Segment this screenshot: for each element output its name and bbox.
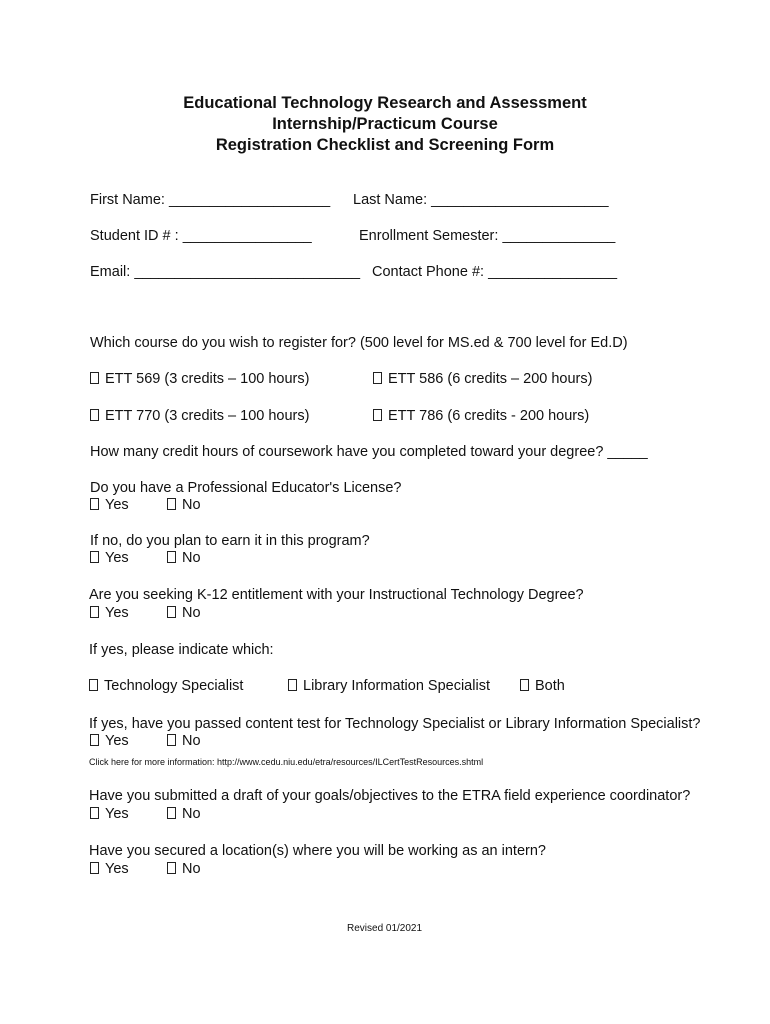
plan-question: If no, do you plan to earn it in this program? bbox=[90, 533, 370, 549]
student-id-field[interactable]: Student ID # : ________________ bbox=[90, 228, 312, 244]
no-label: No bbox=[182, 806, 201, 822]
indicate-question: If yes, please indicate which: bbox=[89, 642, 274, 658]
both-label: Both bbox=[535, 678, 565, 694]
more-info-link[interactable]: Click here for more information: http://www.cedu.niu.edu/etra/resources/ILCertTestResources.shtml bbox=[89, 757, 484, 767]
checkbox-content-test-yes[interactable] bbox=[90, 734, 99, 746]
yes-label: Yes bbox=[105, 806, 129, 822]
email-field[interactable]: Email: ____________________________ bbox=[90, 264, 361, 280]
checkbox-plan-yes[interactable] bbox=[90, 551, 99, 563]
checkbox-library-specialist[interactable] bbox=[288, 679, 297, 691]
k12-no[interactable] bbox=[167, 605, 201, 621]
option-ett586[interactable] bbox=[373, 371, 592, 387]
no-label: No bbox=[182, 550, 201, 566]
yes-label: Yes bbox=[105, 550, 129, 566]
option-ett569[interactable] bbox=[90, 371, 309, 387]
credit-hours-question[interactable]: How many credit hours of coursework have you completed toward your degree? _____ bbox=[90, 444, 648, 460]
technology-specialist-label: Technology Specialist bbox=[104, 678, 244, 694]
checkbox-both[interactable] bbox=[520, 679, 529, 691]
license-no[interactable] bbox=[167, 497, 201, 513]
checkbox-location-yes[interactable] bbox=[90, 862, 99, 874]
option-ett786[interactable] bbox=[373, 408, 589, 424]
no-label: No bbox=[182, 497, 201, 513]
ett770-label: ETT 770 (3 credits – 100 hours) bbox=[105, 408, 310, 424]
option-ett770[interactable] bbox=[90, 408, 309, 424]
checkbox-goals-no[interactable] bbox=[167, 807, 176, 819]
no-label: No bbox=[182, 605, 201, 621]
checkbox-k12-yes[interactable] bbox=[90, 606, 99, 618]
location-no[interactable] bbox=[167, 861, 201, 877]
ett786-label: ETT 786 (6 credits - 200 hours) bbox=[388, 408, 590, 424]
goals-no[interactable] bbox=[167, 806, 201, 822]
location-yes[interactable] bbox=[90, 861, 129, 877]
k12-question: Are you seeking K-12 entitlement with your Instructional Technology Degree? bbox=[89, 587, 584, 603]
checkbox-location-no[interactable] bbox=[167, 862, 176, 874]
course-question: Which course do you wish to register for? (500 level for MS.ed & 700 level for Ed.D) bbox=[90, 335, 628, 351]
checkbox-license-no[interactable] bbox=[167, 498, 176, 510]
content-test-no[interactable] bbox=[167, 733, 201, 749]
license-question: Do you have a Professional Educator's License? bbox=[90, 480, 402, 496]
last-name-field[interactable]: Last Name: ______________________ bbox=[353, 192, 609, 208]
k12-yes[interactable] bbox=[90, 605, 129, 621]
ett586-label: ETT 586 (6 credits – 200 hours) bbox=[388, 371, 593, 387]
checkbox-goals-yes[interactable] bbox=[90, 807, 99, 819]
enrollment-semester-field[interactable]: Enrollment Semester: ______________ bbox=[359, 228, 616, 244]
checkbox-technology-specialist[interactable] bbox=[89, 679, 98, 691]
revised-date: Revised 01/2021 bbox=[347, 923, 423, 934]
form-title-line3: Registration Checklist and Screening Form bbox=[215, 136, 555, 154]
form-title-line2: Internship/Practicum Course bbox=[272, 115, 498, 133]
no-label: No bbox=[182, 733, 201, 749]
checkbox-ett770[interactable] bbox=[90, 409, 99, 421]
library-specialist-label: Library Information Specialist bbox=[303, 678, 490, 694]
goals-question: Have you submitted a draft of your goals/objectives to the ETRA field experience coordinator? bbox=[89, 788, 691, 804]
checkbox-ett786[interactable] bbox=[373, 409, 382, 421]
contact-phone-field[interactable]: Contact Phone #: ________________ bbox=[372, 264, 618, 280]
no-label: No bbox=[182, 861, 201, 877]
content-test-yes[interactable] bbox=[90, 733, 129, 749]
yes-label: Yes bbox=[105, 861, 129, 877]
yes-label: Yes bbox=[105, 497, 129, 513]
checkbox-plan-no[interactable] bbox=[167, 551, 176, 563]
yes-label: Yes bbox=[105, 733, 129, 749]
goals-yes[interactable] bbox=[90, 806, 129, 822]
checkbox-ett569[interactable] bbox=[90, 372, 99, 384]
checkbox-k12-no[interactable] bbox=[167, 606, 176, 618]
form-title-line1: Educational Technology Research and Assessment bbox=[183, 94, 587, 112]
ett569-label: ETT 569 (3 credits – 100 hours) bbox=[105, 371, 310, 387]
yes-label: Yes bbox=[105, 605, 129, 621]
first-name-field[interactable]: First Name: ____________________ bbox=[90, 192, 331, 208]
checkbox-ett586[interactable] bbox=[373, 372, 382, 384]
option-technology-specialist[interactable] bbox=[89, 678, 243, 694]
plan-no[interactable] bbox=[167, 550, 201, 566]
checkbox-license-yes[interactable] bbox=[90, 498, 99, 510]
location-question: Have you secured a location(s) where you will be working as an intern? bbox=[89, 843, 546, 859]
license-yes[interactable] bbox=[90, 497, 129, 513]
option-library-specialist[interactable] bbox=[288, 678, 490, 694]
checkbox-content-test-no[interactable] bbox=[167, 734, 176, 746]
content-test-question: If yes, have you passed content test for Technology Specialist or Library Information Specialist? bbox=[89, 716, 701, 732]
plan-yes[interactable] bbox=[90, 550, 129, 566]
option-both[interactable] bbox=[520, 678, 565, 694]
